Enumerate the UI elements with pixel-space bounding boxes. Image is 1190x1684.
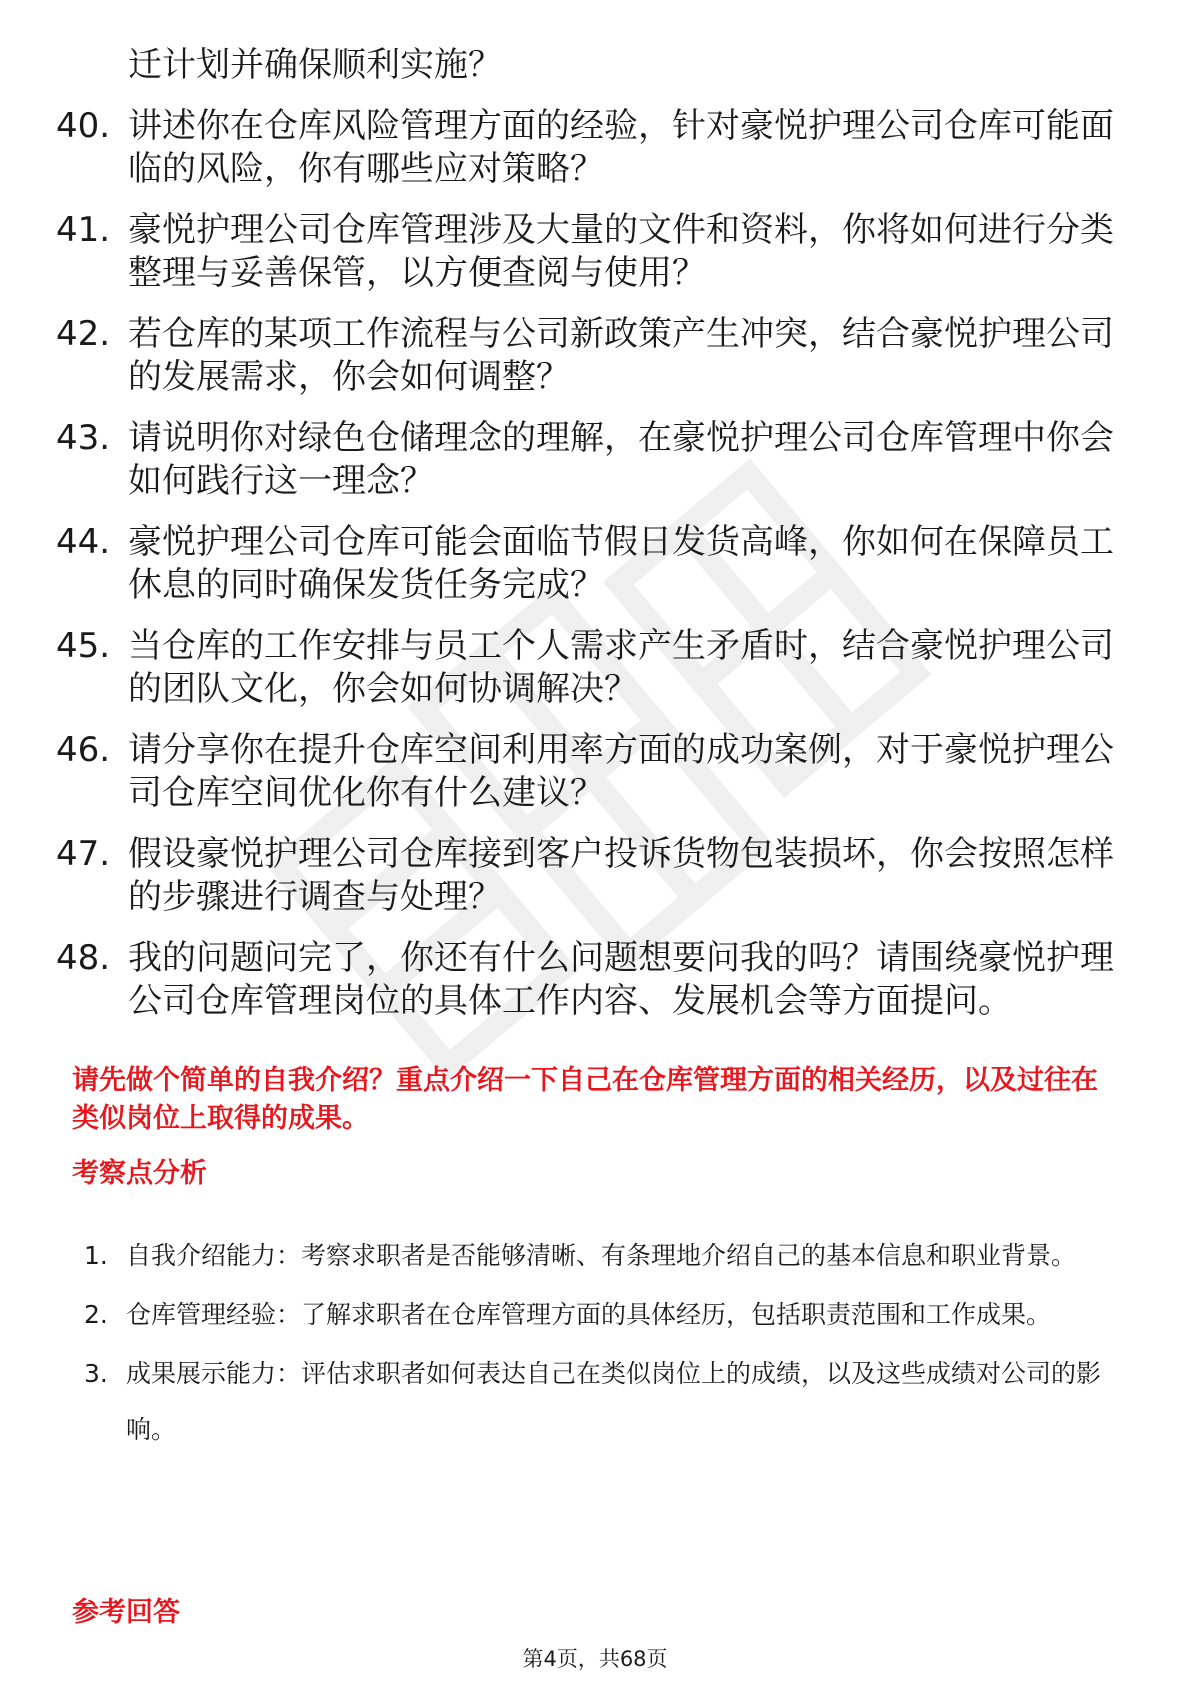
question-item — [56, 417, 1136, 503]
question-item — [56, 209, 1136, 295]
analysis-text: 仓库管理经验：了解求职者在仓库管理方面的具体经历，包括职责范围和工作成果。 — [126, 1300, 1052, 1329]
question-number: 44. — [56, 522, 111, 562]
question-number: 40. — [56, 106, 111, 146]
highlight-question: 请先做个简单的自我介绍？重点介绍一下自己在仓库管理方面的相关经历，以及过往在类似岗位上取得的成果。 — [72, 1065, 1098, 1134]
question-item — [56, 833, 1136, 919]
question-text: 我的问题问完了，你还有什么问题想要问我的吗？请围绕豪悦护理公司仓库管理岗位的具体工作内容、发展机会等方面提问。 — [128, 938, 1114, 1021]
question-item — [56, 729, 1136, 815]
analysis-number: 1. — [84, 1241, 108, 1270]
question-text: 讲述你在仓库风险管理方面的经验，针对豪悦护理公司仓库可能面临的风险，你有哪些应对策略？ — [128, 106, 1114, 189]
analysis-number: 3. — [84, 1359, 108, 1388]
question-text: 若仓库的某项工作流程与公司新政策产生冲突，结合豪悦护理公司的发展需求，你会如何调整？ — [128, 314, 1114, 397]
question-text: 请分享你在提升仓库空间利用率方面的成功案例，对于豪悦护理公司仓库空间优化你有什么建议？ — [128, 730, 1114, 813]
question-number: 48. — [56, 938, 111, 978]
analysis-item — [84, 1228, 1124, 1284]
question-item — [56, 625, 1136, 711]
interview-question-list — [56, 44, 1136, 1041]
question-text: 豪悦护理公司仓库管理涉及大量的文件和资料，你将如何进行分类整理与妥善保管，以方便查阅与使用？ — [128, 210, 1114, 293]
question-item — [56, 937, 1136, 1023]
answer-heading: 参考回答 — [72, 1597, 180, 1628]
question-item — [56, 521, 1136, 607]
question-text: 假设豪悦护理公司仓库接到客户投诉货物包装损坏，你会按照怎样的步骤进行调查与处理？ — [128, 834, 1114, 917]
analysis-number: 2. — [84, 1300, 108, 1329]
analysis-item — [84, 1287, 1124, 1343]
question-item — [56, 44, 1136, 87]
question-number: 47. — [56, 834, 111, 874]
question-number: 41. — [56, 210, 111, 250]
analysis-list — [84, 1228, 1124, 1461]
analysis-text: 成果展示能力：评估求职者如何表达自己在类似岗位上的成绩，以及这些成绩对公司的影响。 — [126, 1359, 1102, 1444]
question-number: 43. — [56, 418, 111, 458]
question-text: 迁计划并确保顺利实施？ — [128, 45, 502, 85]
question-number: 46. — [56, 730, 111, 770]
question-item — [56, 313, 1136, 399]
analysis-heading: 考察点分析 — [72, 1158, 207, 1189]
question-text: 当仓库的工作安排与员工个人需求产生矛盾时，结合豪悦护理公司的团队文化，你会如何协调解决？ — [128, 626, 1114, 709]
analysis-item — [84, 1346, 1124, 1458]
question-number: 45. — [56, 626, 111, 666]
question-text: 请说明你对绿色仓储理念的理解，在豪悦护理公司仓库管理中你会如何践行这一理念？ — [128, 418, 1114, 501]
question-text: 豪悦护理公司仓库可能会面临节假日发货高峰，你如何在保障员工休息的同时确保发货任务完成？ — [128, 522, 1114, 605]
question-item — [56, 105, 1136, 191]
analysis-text: 自我介绍能力：考察求职者是否能够清晰、有条理地介绍自己的基本信息和职业背景。 — [126, 1241, 1077, 1270]
question-number: 42. — [56, 314, 111, 354]
page-number-footer: 第4页，共68页 — [522, 1647, 668, 1671]
